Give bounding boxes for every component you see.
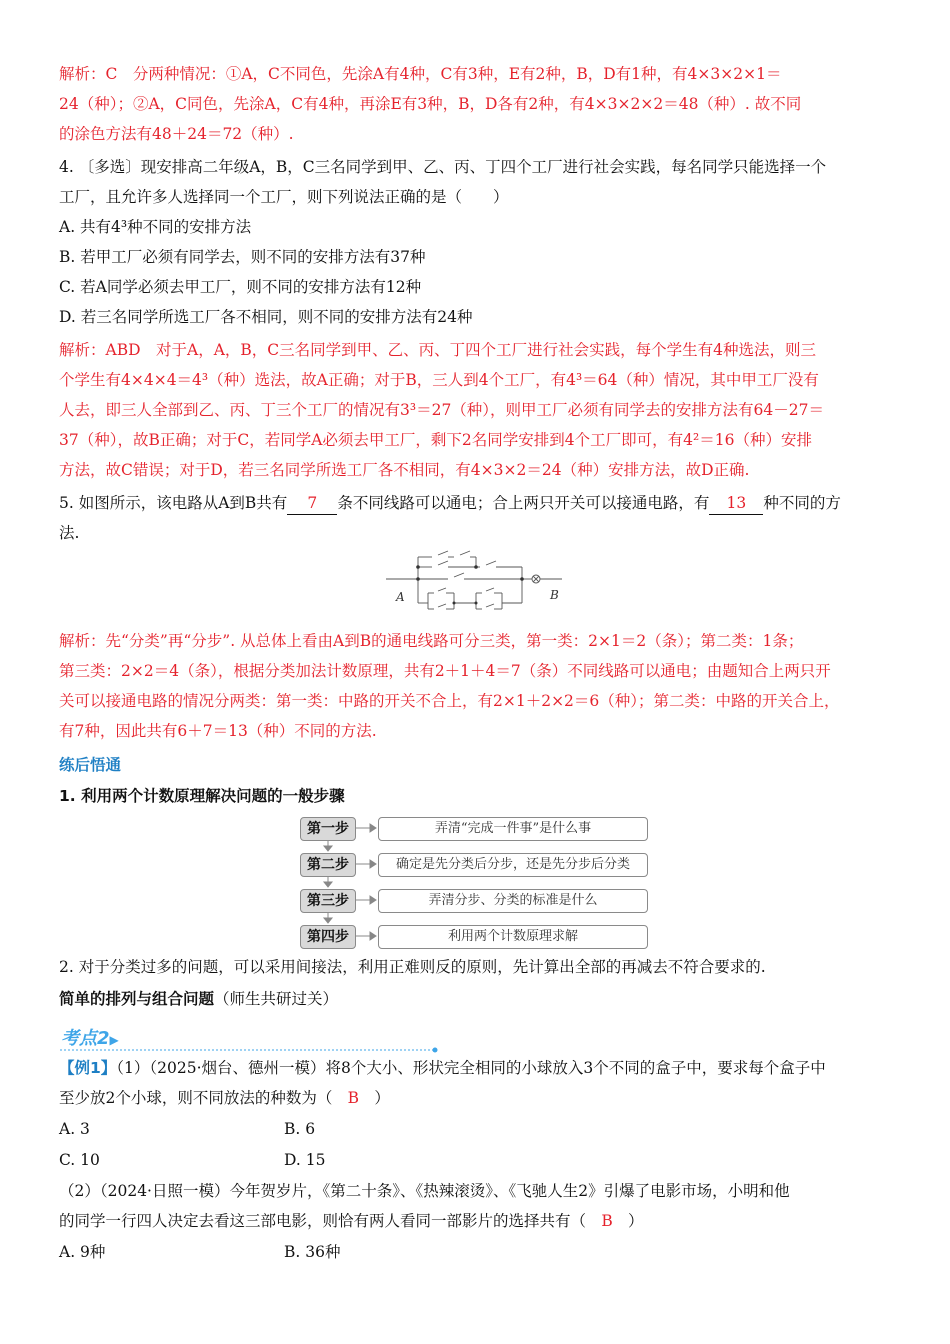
section-title-line xyxy=(59,988,899,1010)
example-1-part2-answer: B xyxy=(601,1212,613,1230)
example-1-part2-close: ） xyxy=(628,1212,644,1230)
step-2-description: 确定是先分类后分步，还是先分步后分类 xyxy=(378,853,648,877)
circuit-diagram xyxy=(380,545,580,623)
question-5-line-2: 法. xyxy=(59,524,80,542)
step-3-description: 弄清分步、分类的标准是什么 xyxy=(378,889,648,913)
solution-3-line-2: 24（种）；②A，C同色，先涂A，C有4种，再涂E有3种，B，D各有2种，有4×3×2×2＝48（种）. 故不同 xyxy=(59,95,802,113)
badge-underline xyxy=(60,1046,440,1054)
step-4-label: 第四步 xyxy=(300,925,356,949)
example-1-option-d: D. 15 xyxy=(284,1151,326,1169)
circuit-label-b: B xyxy=(550,588,559,602)
example-1-option-b: B. 6 xyxy=(284,1120,316,1138)
solution-4-line-4: 37（种），故B正确；对于C，若同学A必须去甲工厂，剩下2名同学安排到4个工厂即可，有4²＝16（种）安排 xyxy=(59,431,812,449)
example-1-options-row-2 xyxy=(59,1149,899,1171)
question-4-option-b: B. 若甲工厂必须有同学去，则不同的安排方法有37种 xyxy=(59,248,426,266)
question-5-text-3: 种不同的方 xyxy=(763,494,841,512)
answer-blank-2: 13 xyxy=(709,492,763,515)
practice-item-1-title: 1. 利用两个计数原理解决问题的一般步骤 xyxy=(59,787,345,805)
example-1-part2-question: 的同学一行四人决定去看这三部电影，则恰有两人看同一部影片的选择共有（ xyxy=(59,1212,587,1230)
example-1-option-c: C. 10 xyxy=(59,1151,100,1169)
example-1-options-row-1 xyxy=(59,1118,899,1140)
example-1-option-a: A. 3 xyxy=(59,1120,90,1138)
example-1-part2-line-2 xyxy=(59,1210,899,1232)
solution-4-line-1: 解析：ABD 对于A，A，B，C三名同学到甲、乙、丙、丁四个工厂进行社会实践，每个学生有4种选法，则三 xyxy=(59,341,817,359)
solution-5-line-3: 关可以接通电路的情况分两类：第一类：中路的开关不合上，有2×1＋2×2＝6（种）；第二类：中路的开关合上， xyxy=(59,692,840,710)
circuit-label-a: A xyxy=(396,590,405,604)
example-1-part1-answer: B xyxy=(347,1089,360,1107)
question-4-option-a: A. 共有4³种不同的安排方法 xyxy=(59,218,252,236)
example-1-part2-option-b: B. 36种 xyxy=(284,1243,341,1261)
solution-5-line-4: 有7种，因此共有6＋7＝13（种）不同的方法. xyxy=(59,722,377,740)
example-1-line-2 xyxy=(59,1087,899,1109)
question-4-option-c: C. 若A同学必须去甲工厂，则不同的安排方法有12种 xyxy=(59,278,422,296)
solution-4-line-2: 个学生有4×4×4＝4³（种）选法，故A正确；对于B，三人到4个工厂，有4³＝64（种）情况，其中甲工厂没有 xyxy=(59,371,819,389)
step-3-label: 第三步 xyxy=(300,889,356,913)
step-1-label: 第一步 xyxy=(300,817,356,841)
example-1-part1-question: 至少放2个小球，则不同放法的种数为（ xyxy=(59,1089,333,1107)
example-1-part2-line-1: （2）（2024·日照一模）今年贺岁片，《第二十条》、《热辣滚烫》、《飞驰人生2》引爆了电影市场，小明和他 xyxy=(59,1182,790,1200)
question-4-stem-1: 4. 〔多选〕现安排高二年级A，B，C三名同学到甲、乙、丙、丁四个工厂进行社会实践，每名同学只能选择一个 xyxy=(59,158,827,176)
example-1-part1-text: （1）（2025·烟台、德州一模）将8个大小、形状完全相同的小球放入3个不同的盒子中，要求每个盒子中 xyxy=(116,1059,826,1077)
example-1-line-1 xyxy=(59,1057,899,1079)
example-1-tag: 【例1】 xyxy=(59,1059,117,1077)
step-4-description: 利用两个计数原理求解 xyxy=(378,925,648,949)
step-1-description: 弄清“完成一件事”是什么事 xyxy=(378,817,648,841)
solution-4-line-5: 方法，故C错误；对于D，若三名同学所选工厂各不相同，有4×3×2＝24（种）安排方法，故D正确. xyxy=(59,461,750,479)
solution-3-line-3: 的涂色方法有48＋24＝72（种）. xyxy=(59,125,294,143)
example-1-part2-option-a: A. 9种 xyxy=(59,1243,106,1261)
solution-5-line-1: 解析：先“分类”再“分步”. 从总体上看由A到B的通电线路可分三类，第一类：2×1＝2（条）；第二类：1条； xyxy=(59,632,804,650)
question-5-line-1 xyxy=(59,492,899,515)
example-1-part2-options xyxy=(59,1241,899,1263)
badge-arrow-icon: ▶ xyxy=(109,1033,119,1047)
example-1-part1-close: ） xyxy=(374,1089,390,1107)
question-4-stem-2: 工厂，且允许多人选择同一个工厂，则下列说法正确的是（ ） xyxy=(59,188,509,206)
step-2-label: 第二步 xyxy=(300,853,356,877)
solution-3-line-1: 解析：C 分两种情况：①A，C不同色，先涂A有4种，C有3种，E有2种，B，D有1种，有4×3×2×1＝ xyxy=(59,65,782,83)
question-5-text-1: 5. 如图所示，该电路从A到B共有 xyxy=(59,494,288,512)
section-note: （师生共研过关） xyxy=(214,990,339,1008)
practice-heading: 练后悟通 xyxy=(59,756,122,774)
solution-5-line-2: 第三类：2×2＝4（条），根据分类加法计数原理，共有2＋1＋4＝7（条）不同线路可以通电；由题知合上两只开 xyxy=(59,662,831,680)
practice-item-2: 2. 对于分类过多的问题，可以采用间接法，利用正难则反的原则，先计算出全部的再减去不符合要求的. xyxy=(59,958,766,976)
solution-4-line-3: 人去，即三人全部到乙、丙、丁三个工厂的情况有3³＝27（种），则甲工厂必须有同学去的安排方法有64－27＝ xyxy=(59,401,824,419)
answer-blank-1: 7 xyxy=(287,492,337,515)
question-5-text-2: 条不同线路可以通电；合上两只开关可以接通电路，有 xyxy=(337,494,710,512)
topic-badge-text: 考点2 xyxy=(61,1028,110,1049)
section-title: 简单的排列与组合问题 xyxy=(59,990,215,1008)
question-4-option-d: D. 若三名同学所选工厂各不相同，则不同的安排方法有24种 xyxy=(59,308,473,326)
